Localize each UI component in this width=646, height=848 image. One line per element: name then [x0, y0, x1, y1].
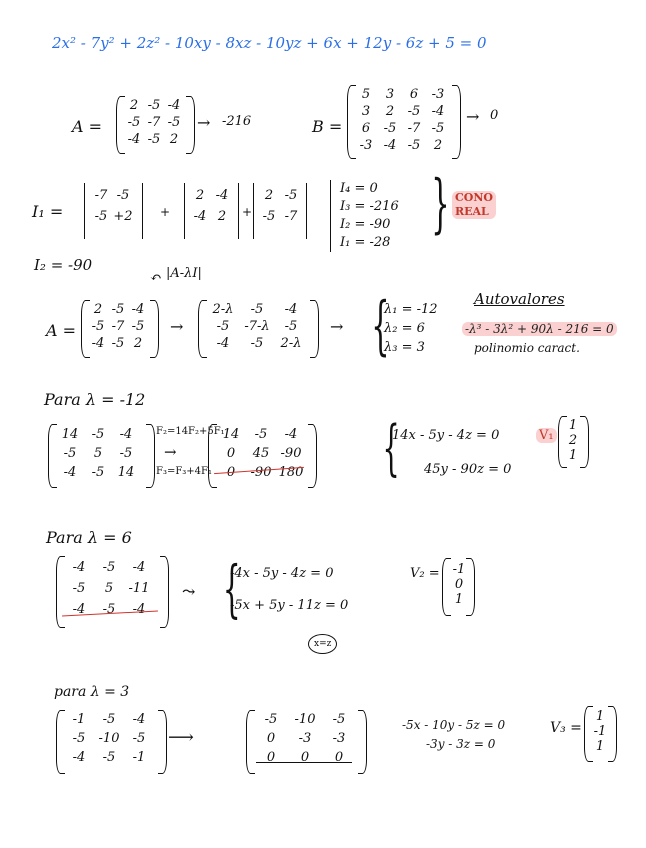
matrix-cell: -5: [111, 302, 125, 317]
matrix-a-right-paren: [186, 96, 195, 154]
paren: [608, 706, 617, 762]
case2-eq-1: -4x - 5y - 4z = 0: [230, 566, 334, 581]
matrix-cell: -4: [383, 138, 397, 153]
matrix-cell: 2: [133, 336, 143, 351]
invariant-item: I₁ = -28: [340, 235, 391, 250]
matrix-cell: -4: [284, 427, 298, 442]
matrix-cell: 6: [409, 87, 419, 102]
arrow-icon: →: [330, 317, 344, 336]
matrix-cell: -1: [72, 712, 86, 727]
matrix-cell: -4: [431, 104, 445, 119]
right-brace: }: [431, 167, 450, 241]
v3-vector: [592, 709, 608, 754]
matrix-cell: -5: [131, 319, 145, 334]
case3-heading: para λ = 3: [54, 684, 130, 700]
matrix-cell: 0: [266, 750, 276, 765]
matrix-cell: -5: [119, 446, 133, 461]
matrix-cell: -5: [102, 712, 116, 727]
paren: [310, 300, 319, 358]
matrix-cell: 1: [454, 592, 464, 607]
matrix-cell: -7: [284, 209, 298, 224]
paren: [158, 710, 167, 774]
paren: [146, 424, 155, 488]
classification-line-2: REAL: [455, 205, 489, 218]
matrix-cell: -5: [250, 336, 264, 351]
matrix-cell: 1: [568, 418, 578, 433]
arrow-icon: →: [466, 107, 480, 126]
i2-line: I₂ = -90: [34, 256, 93, 274]
curved-arrow-icon: ↶: [150, 270, 162, 286]
i1-label: I₁ =: [32, 202, 64, 221]
matrix-cell: 2-λ: [280, 336, 302, 351]
quadric-equation: 2x² - 7y² + 2z² - 10xy - 8xz - 10yz + 6x + 12y - 6z + 5 = 0: [52, 34, 487, 52]
matrix-cell: -5: [147, 132, 161, 147]
matrix-cell: -5: [167, 115, 181, 130]
matrix-cell: 2: [129, 98, 139, 113]
matrix-cell: -7: [407, 121, 421, 136]
matrix-cell: 5: [93, 446, 103, 461]
row-op-2: F₃=F₃+4F₁: [156, 466, 212, 477]
matrix-cell: -4: [132, 712, 146, 727]
matrix-cell: -5: [94, 209, 108, 224]
matrix-cell: -1: [593, 724, 607, 739]
circled-note: x=z: [308, 634, 337, 654]
tilde-arrow-icon: ⤳: [182, 582, 196, 601]
matrix-cell: +2: [113, 209, 133, 224]
matrix-cell: -5: [147, 98, 161, 113]
det-bar: [142, 183, 143, 239]
invariants-list: [340, 180, 399, 252]
matrix-cell: 14: [61, 427, 79, 442]
minor-3: [258, 188, 302, 224]
matrix-cell: 0: [226, 465, 236, 480]
matrix-cell: -4: [167, 98, 181, 113]
invariants-bracket: [330, 180, 331, 252]
matrix-cell: 2: [385, 104, 395, 119]
matrix-cell: 0: [226, 446, 236, 461]
matrix-cell: 3: [385, 87, 395, 102]
matrix-cell: 2: [169, 132, 179, 147]
matrix-cell: -5: [111, 336, 125, 351]
eigenvalue-list: [384, 300, 438, 357]
matrix-cell: -4: [215, 188, 229, 203]
case3-matrix: [64, 712, 154, 765]
case1-eq-1: 14x - 5y - 4z = 0: [392, 428, 500, 443]
classification-badge: [452, 191, 496, 219]
matrix-cell: -3: [431, 87, 445, 102]
matrix-cell: -5: [254, 427, 268, 442]
det-bar: [306, 183, 307, 239]
det-bar: [238, 183, 239, 239]
autovalores-title: Autovalores: [474, 290, 565, 308]
paren: [466, 558, 475, 616]
matrix-cell: -4: [72, 602, 86, 617]
plus-sign: +: [160, 205, 171, 219]
matrix-cell: 2: [93, 302, 103, 317]
matrix-cell: 3: [361, 104, 371, 119]
classification-line-1: CONO: [455, 191, 493, 204]
paren: [580, 416, 589, 468]
matrix-cell: -3: [332, 731, 346, 746]
strike-line: [256, 762, 352, 763]
arrow-icon: →: [164, 443, 177, 461]
matrix-cell: -4: [131, 302, 145, 317]
matrix-cell: 2: [568, 433, 578, 448]
matrix-cell: 2: [264, 188, 274, 203]
matrix-cell: 1: [595, 709, 605, 724]
matrix-cell: -5: [431, 121, 445, 136]
matrix-cell: -4: [193, 209, 207, 224]
arrow-icon: ⟶: [168, 727, 194, 748]
matrix-cell: -4: [72, 560, 86, 575]
matrix-cell: -7: [94, 188, 108, 203]
paren: [160, 556, 169, 628]
minor-1: [90, 188, 134, 224]
v2-label: V₂ =: [410, 566, 440, 581]
matrix-cell: -4: [119, 427, 133, 442]
char-a-label: A =: [46, 321, 77, 340]
matrix-cell: 1: [568, 448, 578, 463]
matrix-cell: -5: [102, 560, 116, 575]
matrix-cell: -1: [132, 750, 146, 765]
minor-2: [189, 188, 233, 224]
matrix-cell: -5: [216, 319, 230, 334]
invariant-item: I₄ = 0: [340, 181, 378, 196]
case3-eq-2: -3y - 3z = 0: [426, 737, 496, 751]
eigenvalue-item: λ₁ = -12: [384, 302, 438, 317]
left-brace: {: [382, 413, 400, 483]
case1-matrix: [56, 427, 140, 480]
matrix-cell: -90: [250, 465, 272, 480]
matrix-cell: -90: [280, 446, 302, 461]
case2-eq-2: -5x + 5y - 11z = 0: [230, 598, 349, 613]
char-matrix-lambda: [206, 302, 308, 351]
matrix-cell: -5: [332, 712, 346, 727]
case1-heading: Para λ = -12: [44, 390, 146, 409]
matrix-cell: -5: [116, 188, 130, 203]
matrix-cell: -5: [284, 319, 298, 334]
matrix-a-label: A =: [72, 117, 103, 136]
case3-reduced-matrix: [254, 712, 356, 765]
matrix-cell: -4: [91, 336, 105, 351]
matrix-cell: -5: [91, 319, 105, 334]
matrix-cell: -5: [127, 115, 141, 130]
arrow-icon: →: [170, 317, 184, 336]
matrix-cell: -5: [102, 602, 116, 617]
row-op-1: F₂=14F₂+5F₁: [156, 426, 225, 437]
det-bar: [84, 183, 85, 239]
matrix-cell: -7-λ: [244, 319, 270, 334]
invariant-item: I₃ = -216: [340, 199, 399, 214]
matrix-cell: 6: [361, 121, 371, 136]
matrix-cell: -5: [250, 302, 264, 317]
matrix-cell: -1: [452, 562, 466, 577]
matrix-cell: 0: [334, 750, 344, 765]
matrix-b-right-paren: [452, 85, 461, 159]
matrix-cell: 180: [278, 465, 304, 480]
matrix-cell: -4: [72, 750, 86, 765]
matrix-cell: 5: [104, 581, 114, 596]
case2-matrix: [64, 560, 154, 617]
paren: [358, 710, 367, 774]
matrix-b-det: 0: [490, 108, 499, 123]
poly-label: polinomio caract.: [474, 341, 580, 355]
matrix-cell: -7: [147, 115, 161, 130]
matrix-cell: -5: [63, 446, 77, 461]
matrix-cell: -5: [91, 427, 105, 442]
det-bar: [253, 183, 254, 239]
matrix-cell: -4: [216, 336, 230, 351]
case2-heading: Para λ = 6: [46, 528, 132, 547]
case3-eq-1: -5x - 10y - 5z = 0: [402, 718, 506, 732]
matrix-cell: -3: [359, 138, 373, 153]
char-label: |A-λI|: [166, 266, 202, 281]
matrix-cell: -5: [262, 209, 276, 224]
v3-label: V₃ =: [550, 720, 582, 736]
left-brace: {: [371, 289, 390, 363]
matrix-cell: -4: [284, 302, 298, 317]
eigenvalue-item: λ₂ = 6: [384, 321, 425, 336]
matrix-cell: -4: [132, 560, 146, 575]
matrix-cell: -5: [264, 712, 278, 727]
matrix-cell: 14: [117, 465, 135, 480]
matrix-cell: -4: [63, 465, 77, 480]
plus-sign: +: [242, 205, 253, 219]
paren: [308, 424, 317, 488]
matrix-cell: 2: [195, 188, 205, 203]
matrix-cell: -5: [72, 581, 86, 596]
matrix-cell: 5: [361, 87, 371, 102]
v1-vector: [566, 418, 580, 463]
char-matrix: [88, 302, 148, 351]
matrix-cell: 0: [300, 750, 310, 765]
arrow-icon: →: [197, 113, 211, 132]
matrix-cell: -5: [383, 121, 397, 136]
left-brace: {: [222, 552, 241, 625]
matrix-b-label: B =: [312, 117, 343, 136]
matrix-cell: 45: [252, 446, 270, 461]
eigenvalue-item: λ₃ = 3: [384, 340, 425, 355]
invariant-item: I₂ = -90: [340, 217, 391, 232]
char-polynomial: -λ³ - 3λ² + 90λ - 216 = 0: [462, 322, 617, 336]
matrix-cell: 2: [433, 138, 443, 153]
matrix-cell: -5: [407, 104, 421, 119]
matrix-a-det: -216: [222, 114, 252, 129]
matrix-cell: 14: [222, 427, 240, 442]
matrix-cell: -7: [111, 319, 125, 334]
det-bar: [184, 183, 185, 239]
matrix-cell: -5: [284, 188, 298, 203]
paren: [150, 300, 159, 358]
v1-label: V₁: [536, 428, 557, 443]
matrix-cell: -10: [98, 731, 120, 746]
matrix-cell: -10: [294, 712, 316, 727]
matrix-cell: -4: [127, 132, 141, 147]
matrix-cell: -5: [91, 465, 105, 480]
matrix-cell: 2-λ: [212, 302, 234, 317]
matrix-cell: -5: [72, 731, 86, 746]
matrix-cell: -3: [298, 731, 312, 746]
matrix-cell: -5: [407, 138, 421, 153]
matrix-a: [124, 98, 184, 147]
matrix-cell: -5: [132, 731, 146, 746]
matrix-cell: 0: [266, 731, 276, 746]
matrix-cell: 1: [595, 739, 605, 754]
case1-eq-2: 45y - 90z = 0: [424, 462, 512, 477]
matrix-b: [354, 87, 450, 153]
matrix-cell: -11: [128, 581, 150, 596]
matrix-cell: -4: [132, 602, 146, 617]
matrix-cell: -5: [102, 750, 116, 765]
matrix-cell: 0: [454, 577, 464, 592]
matrix-cell: 2: [217, 209, 227, 224]
